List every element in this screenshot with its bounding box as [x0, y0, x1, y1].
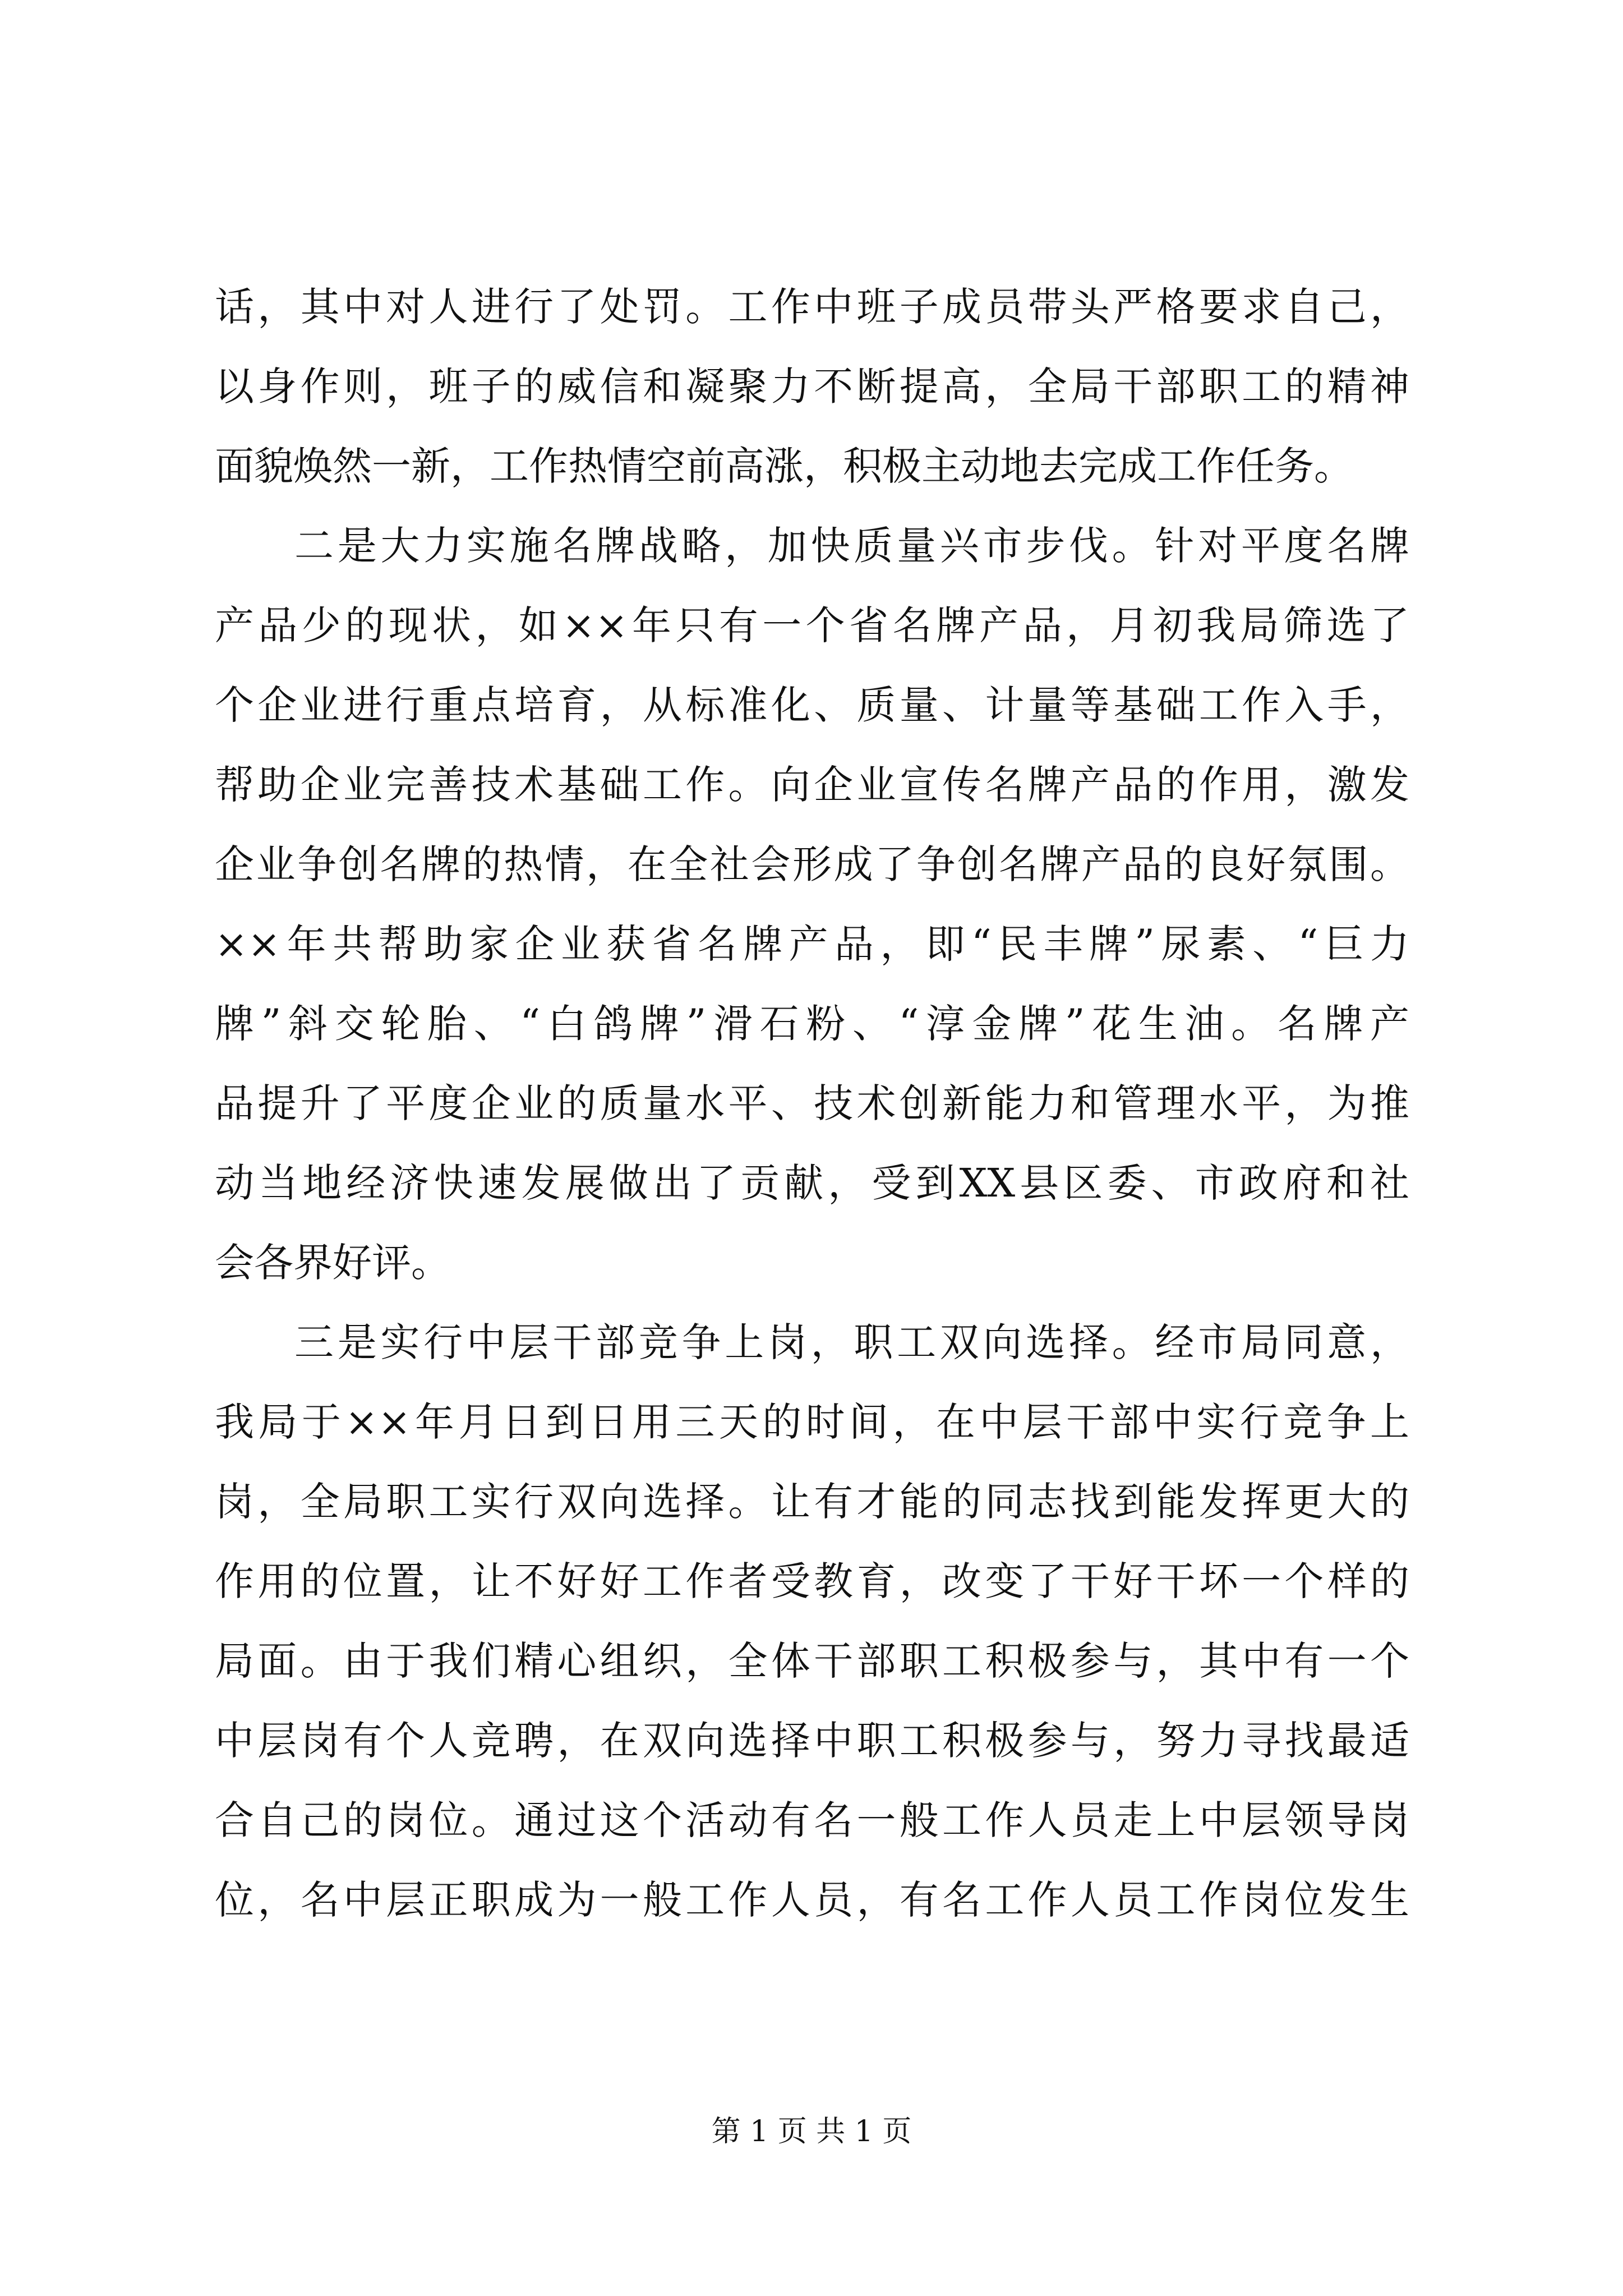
text-line: 岗，全局职工实行双向选择。让有才能的同志找到能发挥更大的: [215, 1479, 1409, 1525]
document-body: [215, 267, 1409, 1940]
text-line: 企业争创名牌的热情，在全社会形成了争创名牌产品的良好氛围。: [215, 841, 1409, 887]
text-line: 局面。由于我们精心组织，全体干部职工积极参与，其中有一个: [215, 1638, 1409, 1684]
text-line: ××年共帮助家企业获省名牌产品，即“民丰牌”尿素、“巨力: [215, 921, 1409, 967]
text-line: 中层岗有个人竞聘，在双向选择中职工积极参与，努力寻找最适: [215, 1718, 1409, 1764]
page-number-footer: 第 1 页 共 1 页: [711, 2115, 912, 2148]
text-line: 面貌焕然一新，工作热情空前高涨，积极主动地去完成工作任务。: [215, 443, 1353, 489]
text-line: 位，名中层正职成为一般工作人员，有名工作人员工作岗位发生: [215, 1877, 1409, 1923]
text-line: 合自己的岗位。通过这个活动有名一般工作人员走上中层领导岗: [215, 1797, 1409, 1843]
paragraph-first-line: 三是实行中层干部竞争上岗，职工双向选择。经市局同意，: [294, 1319, 1409, 1365]
text-line: 帮助企业完善技术基础工作。向企业宣传名牌产品的作用，激发: [215, 762, 1409, 808]
text-line: 品提升了平度企业的质量水平、技术创新能力和管理水平，为推: [215, 1080, 1409, 1126]
text-line: 动当地经济快速发展做出了贡献，受到XX县区委、市政府和社: [215, 1160, 1409, 1206]
text-line: 牌”斜交轮胎、“白鸽牌”滑石粉、“淳金牌”花生油。名牌产: [215, 1001, 1409, 1047]
paragraph-first-line: 二是大力实施名牌战略，加快质量兴市步伐。针对平度名牌: [294, 523, 1409, 569]
text-line: 作用的位置，让不好好工作者受教育，改变了干好干坏一个样的: [215, 1558, 1409, 1604]
text-line: 产品少的现状，如××年只有一个省名牌产品，月初我局筛选了: [215, 602, 1409, 648]
text-line: 话，其中对人进行了处罚。工作中班子成员带头严格要求自己，: [215, 284, 1409, 330]
text-line: 个企业进行重点培育，从标准化、质量、计量等基础工作入手，: [215, 682, 1409, 728]
text-line: 会各界好评。: [215, 1240, 450, 1286]
text-line: 我局于××年月日到日用三天的时间，在中层干部中实行竞争上: [215, 1399, 1409, 1445]
text-line: 以身作则，班子的威信和凝聚力不断提高，全局干部职工的精神: [215, 364, 1409, 409]
